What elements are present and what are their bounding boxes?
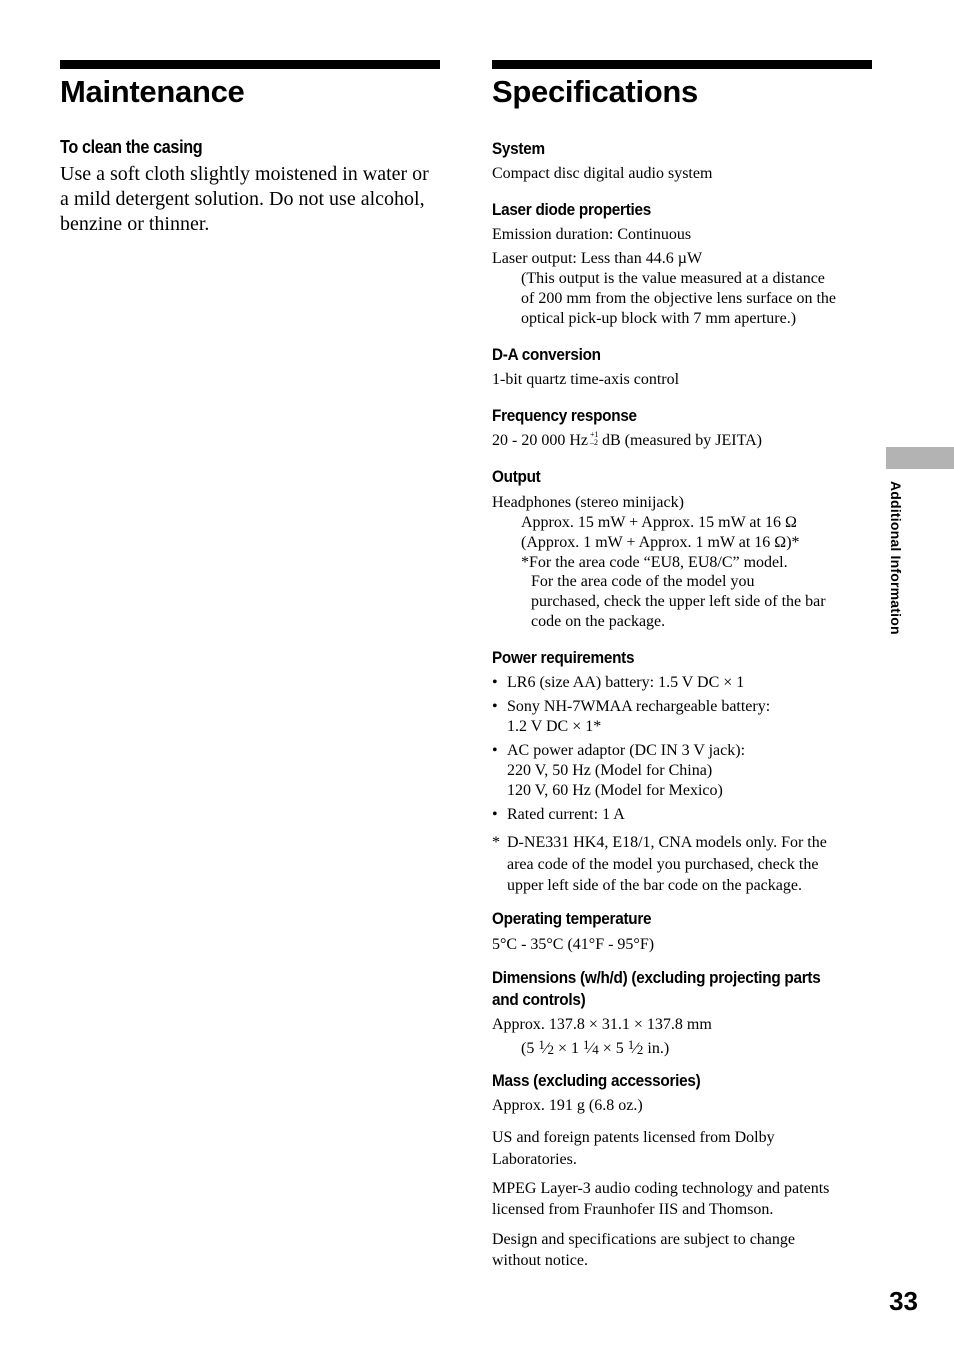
frequency-range: 20 - 20 000 Hz [492, 432, 588, 449]
power-item-2-line-1: Sony NH-7WMAA rechargeable battery: [507, 698, 771, 715]
fraction-half-2: $^1⁄_2$ [627, 1037, 644, 1057]
frequency-tolerance [590, 431, 600, 447]
power-item-3-line-2: 220 V, 50 Hz (Model for China) [507, 762, 713, 779]
output-line-3: (Approx. 1 mW + Approx. 1 mW at 16 Ω)* [521, 534, 800, 551]
power-heading: Power requirements [492, 648, 635, 667]
laser-note-1: (This output is the value measured at a distance [521, 270, 825, 287]
page-number: 33 [889, 1286, 918, 1316]
bullet-1: • [492, 674, 498, 691]
power-item-3-line-3: 120 V, 60 Hz (Model for Mexico) [507, 782, 723, 799]
tolerance-plus: +1 [589, 430, 599, 439]
temperature-text: 5°C - 35°C (41°F - 95°F) [492, 936, 655, 953]
frequency-unit: dB (measured by JEITA) [601, 432, 762, 449]
power-item-1: LR6 (size AA) battery: 1.5 V DC × 1 [507, 674, 745, 691]
maintenance-line-2: a mild detergent solution. Do not use alcohol, [60, 188, 425, 210]
tolerance-minus: –2 [589, 438, 598, 447]
laser-note-2: of 200 mm from the objective lens surface on the [521, 290, 837, 307]
power-item-2-line-2: 1.2 V DC × 1* [507, 718, 602, 735]
fraction-half-1: $^1⁄_2$ [538, 1037, 554, 1057]
dolby-line-1: US and foreign patents licensed from Dolby [492, 1129, 775, 1146]
power-footnote-1: D-NE331 HK4, E18/1, CNA models only. For the [507, 834, 827, 851]
times-2: × 5 [602, 1040, 624, 1057]
temperature-heading: Operating temperature [492, 909, 652, 928]
output-note-2: purchased, check the upper left side of the bar [531, 593, 826, 610]
notice-line-2: without notice. [492, 1252, 588, 1269]
power-item-4: Rated current: 1 A [507, 806, 625, 823]
laser-heading: Laser diode properties [492, 200, 652, 219]
bullet-4: • [492, 806, 498, 823]
power-footnote-3: upper left side of the bar code on the package. [507, 877, 802, 894]
mpeg-line-2: licensed from Fraunhofer IIS and Thomson. [492, 1201, 774, 1218]
da-heading: D-A conversion [492, 345, 601, 364]
da-text: 1-bit quartz time-axis control [492, 371, 680, 388]
frequency-text [492, 431, 762, 451]
mass-heading: Mass (excluding accessories) [492, 1071, 701, 1090]
bullet-3: • [492, 742, 498, 759]
specifications-title: Specifications [492, 74, 698, 109]
maintenance-rule [60, 60, 440, 69]
dimensions-heading-1: Dimensions (w/h/d) (excluding projecting parts [492, 968, 821, 987]
clean-casing-heading: To clean the casing [60, 137, 203, 157]
maintenance-title: Maintenance [60, 74, 245, 109]
output-note-3: code on the package. [531, 613, 666, 630]
laser-note-3: optical pick-up block with 7 mm aperture.) [521, 310, 797, 327]
output-line-4: *For the area code “EU8, EU8/C” model. [521, 554, 788, 571]
frequency-heading: Frequency response [492, 406, 637, 425]
power-item-3-line-1: AC power adaptor (DC IN 3 V jack): [507, 742, 746, 759]
maintenance-line-1: Use a soft cloth slightly moistened in water or [60, 163, 429, 185]
system-text: Compact disc digital audio system [492, 165, 713, 182]
footnote-star: * [492, 834, 500, 851]
power-footnote-2: area code of the model you purchased, check the [507, 856, 819, 873]
maintenance-line-3: benzine or thinner. [60, 213, 210, 235]
notice-line-1: Design and specifications are subject to change [492, 1231, 795, 1248]
output-line-2: Approx. 15 mW + Approx. 15 mW at 16 Ω [521, 514, 797, 531]
output-line-1: Headphones (stereo minijack) [492, 494, 684, 511]
inches-open: (5 [521, 1040, 535, 1057]
output-note-1: For the area code of the model you [531, 573, 755, 590]
laser-output: Laser output: Less than 44.6 µW [492, 250, 703, 267]
mpeg-line-1: MPEG Layer-3 audio coding technology and patents [492, 1180, 830, 1197]
dimensions-heading-2: and controls) [492, 990, 586, 1009]
specifications-rule [492, 60, 872, 69]
bullet-2: • [492, 698, 498, 715]
dolby-line-2: Laboratories. [492, 1151, 577, 1168]
inches-close: in.) [647, 1040, 670, 1057]
laser-emission: Emission duration: Continuous [492, 226, 692, 243]
section-tab [886, 447, 954, 469]
section-label: Additional Information [888, 481, 904, 635]
system-heading: System [492, 139, 545, 158]
times-1: × 1 [558, 1040, 580, 1057]
fraction-quarter: $^1⁄_4$ [583, 1037, 599, 1057]
dimensions-inches [521, 1035, 669, 1060]
output-heading: Output [492, 467, 541, 486]
dimensions-mm: Approx. 137.8 × 31.1 × 137.8 mm [492, 1016, 712, 1033]
mass-text: Approx. 191 g (6.8 oz.) [492, 1097, 643, 1114]
